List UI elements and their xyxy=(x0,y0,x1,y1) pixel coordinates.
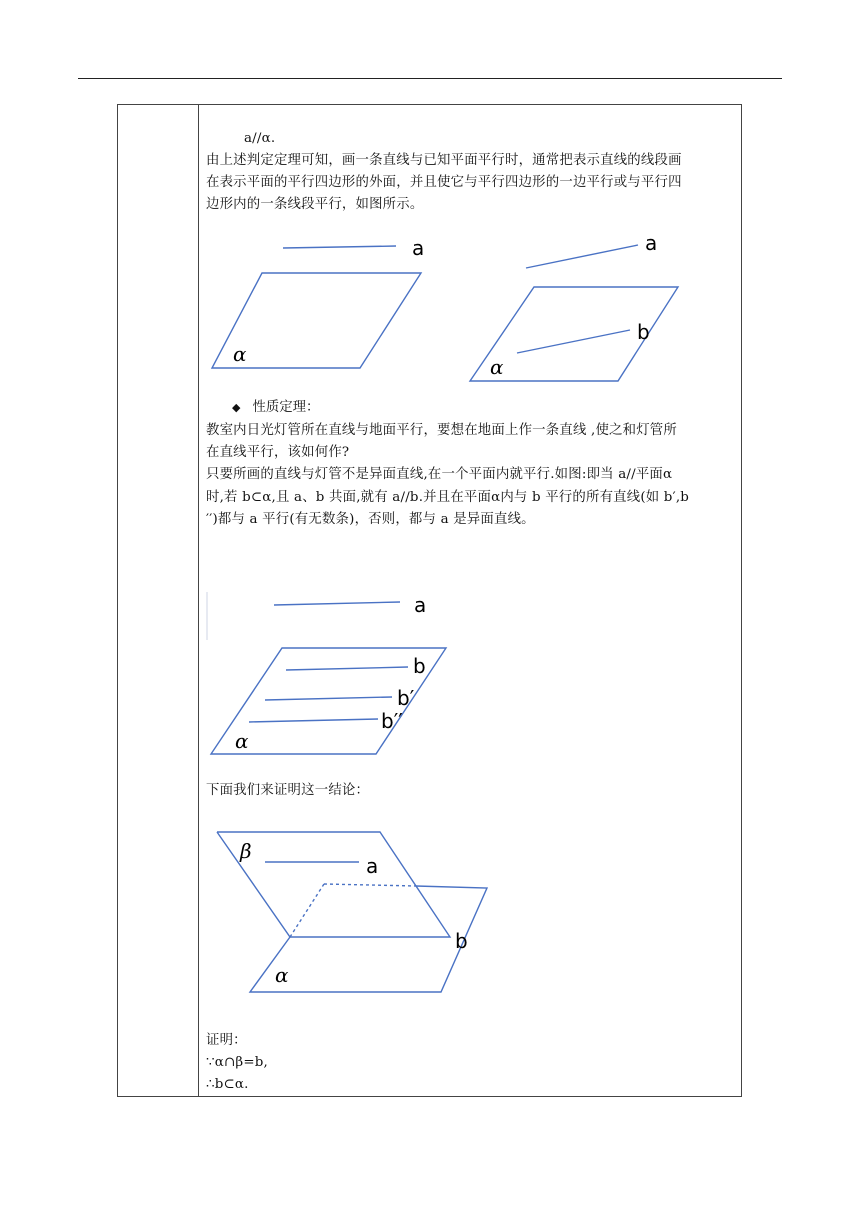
fig1-line-a xyxy=(283,246,396,248)
fig3-line-a xyxy=(274,602,400,605)
property-title: 性质定理： xyxy=(252,400,320,415)
fig2-label-b: b xyxy=(637,320,650,344)
fig3-line-b-prime xyxy=(265,697,392,700)
fig3-label-b: b xyxy=(413,654,426,678)
fig3-label-a: a xyxy=(414,593,427,617)
para1-line3: 边形内的一条线段平行，如图所示。 xyxy=(206,197,424,212)
diamond-bullet-icon: ◆ xyxy=(232,401,241,414)
figure-3 xyxy=(207,592,446,754)
fig4-label-alpha: α xyxy=(275,963,289,987)
fig3-label-alpha: α xyxy=(235,729,249,753)
line-a-parallel-alpha: a//α. xyxy=(244,131,276,146)
fig4-hidden-edge-top xyxy=(324,884,416,886)
fig1-label-alpha: α xyxy=(233,342,247,366)
proof-label: 证明： xyxy=(206,1033,247,1048)
fig4-label-b: b xyxy=(455,929,468,953)
fig4-hidden-edge-left xyxy=(290,884,324,937)
fig4-label-a: a xyxy=(366,854,379,878)
proof-step1: ∵α∩β=b, xyxy=(206,1055,268,1070)
figure-2 xyxy=(470,231,678,381)
fig3-label-b-double-prime: b′′ xyxy=(381,709,403,733)
fig3-line-b-double-prime xyxy=(249,719,378,722)
para2-line2: 在直线平行，该如何作? xyxy=(206,445,350,460)
figure-1 xyxy=(212,236,424,368)
fig4-plane-beta xyxy=(217,832,450,937)
para3-line2: 时,若 b⊂α,且 a、b 共面,就有 a//b.并且在平面α内与 b 平行的所有直线(如 b′,b xyxy=(206,490,690,505)
fig3-label-b-prime: b′ xyxy=(397,686,415,710)
para1-line2: 在表示平面的平行四边形的外面，并且使它与平行四边形的一边平行或与平行四 xyxy=(206,175,682,190)
para3-line1: 只要所画的直线与灯管不是异面直线,在一个平面内就平行.如图:即当 a//平面α xyxy=(206,467,673,482)
proof-step2: ∴b⊂α. xyxy=(206,1077,249,1092)
fig2-line-a xyxy=(526,245,638,268)
fig2-label-a: a xyxy=(645,231,658,255)
fig4-label-beta: β xyxy=(240,839,252,863)
figure-4 xyxy=(217,832,487,992)
fig2-label-alpha: α xyxy=(490,355,504,379)
proof-intro: 下面我们来证明这一结论： xyxy=(206,783,370,798)
fig1-label-a: a xyxy=(412,236,425,260)
fig2-line-b xyxy=(517,330,630,353)
para3-line3: ′′)都与 a 平行(有无数条)，否则，都与 a 是异面直线。 xyxy=(206,512,535,527)
para1-line1: 由上述判定定理可知，画一条直线与已知平面平行时，通常把表示直线的线段画 xyxy=(206,153,682,168)
para2-line1: 教室内日光灯管所在直线与地面平行，要想在地面上作一条直线 ,使之和灯管所 xyxy=(206,423,677,438)
fig3-line-b xyxy=(286,667,408,670)
